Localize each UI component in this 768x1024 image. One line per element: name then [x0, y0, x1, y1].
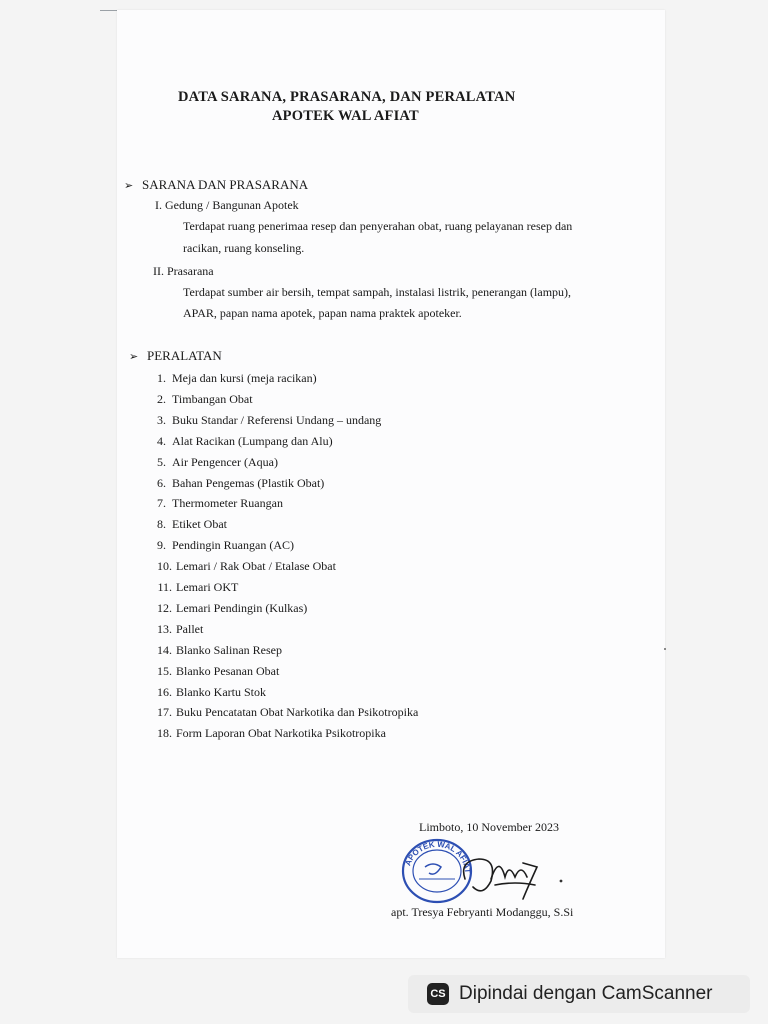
stamp-lettering: APOTEK WAL AFIAT	[403, 839, 473, 874]
equipment-list-item	[150, 476, 324, 491]
equipment-item-number: 6.	[157, 476, 166, 490]
equipment-item-text: Blanko Salinan Resep	[176, 643, 282, 657]
prasarana-line-2: APAR, papan nama apotek, papan nama praktek apoteker.	[183, 306, 462, 320]
equipment-list-item	[150, 434, 333, 449]
equipment-item-text: Etiket Obat	[172, 517, 227, 531]
equipment-item-number: 1.	[157, 371, 166, 385]
equipment-item-text: Blanko Pesanan Obat	[176, 664, 280, 678]
equipment-item-number: 17.	[157, 705, 172, 719]
equipment-list-item	[152, 559, 336, 574]
equipment-item-number: 10.	[157, 559, 172, 573]
equipment-list-item	[150, 496, 283, 511]
equipment-list-item	[150, 538, 294, 553]
equipment-item-text: Pallet	[176, 622, 204, 636]
equipment-item-number: 7.	[157, 496, 166, 510]
equipment-list-item	[152, 580, 238, 595]
gedung-line-2: racikan, ruang konseling.	[183, 241, 305, 255]
stamp-and-signature	[395, 833, 595, 913]
arrow-bullet-icon: ➢	[124, 180, 134, 192]
signature-place-date: Limboto, 10 November 2023	[419, 820, 559, 834]
equipment-list-item	[150, 517, 227, 532]
section-peralatan-heading	[129, 348, 222, 364]
equipment-item-number: 8.	[157, 517, 166, 531]
gedung-line-1: Terdapat ruang penerimaa resep dan penyerahan obat, ruang pelayanan resep dan	[183, 219, 573, 233]
equipment-item-number: 12.	[157, 601, 172, 615]
equipment-item-number: 2.	[157, 392, 166, 406]
arrow-bullet-icon: ➢	[129, 351, 139, 363]
equipment-list-item	[152, 601, 307, 616]
equipment-item-number: 9.	[157, 538, 166, 552]
equipment-list-item	[152, 622, 203, 637]
equipment-item-number: 5.	[157, 455, 166, 469]
signature-name: apt. Tresya Febryanti Modanggu, S.Si	[391, 905, 574, 919]
equipment-item-number: 15.	[157, 664, 172, 678]
handwritten-signature-icon	[464, 859, 537, 899]
equipment-item-text: Lemari OKT	[176, 580, 239, 594]
equipment-item-number: 14.	[157, 643, 172, 657]
prasarana-line-1: Terdapat sumber air bersih, tempat sampah, instalasi listrik, penerangan (lampu),	[183, 285, 572, 299]
equipment-item-text: Thermometer Ruangan	[172, 496, 283, 510]
equipment-list-item	[152, 705, 418, 720]
equipment-item-number: 3.	[157, 413, 166, 427]
equipment-item-text: Meja dan kursi (meja racikan)	[172, 371, 317, 385]
equipment-item-number: 4.	[157, 434, 166, 448]
equipment-item-text: Buku Pencatatan Obat Narkotika dan Psikotropika	[176, 705, 419, 719]
section-sarana-heading	[124, 177, 308, 193]
equipment-list-item	[150, 413, 381, 428]
equipment-item-text: Air Pengencer (Aqua)	[172, 455, 278, 469]
equipment-list-item	[150, 371, 317, 386]
equipment-list-item	[152, 685, 266, 700]
section-peralatan-heading-text: PERALATAN	[147, 348, 222, 363]
equipment-list-item	[150, 392, 253, 407]
document-subtitle: APOTEK WAL AFIAT	[272, 108, 419, 124]
equipment-item-text: Buku Standar / Referensi Undang – undang	[172, 413, 382, 427]
document-title: DATA SARANA, PRASARANA, DAN PERALATAN	[178, 89, 516, 105]
equipment-list-item	[152, 664, 279, 679]
equipment-item-text: Blanko Kartu Stok	[176, 685, 266, 699]
equipment-item-text: Form Laporan Obat Narkotika Psikotropika	[176, 726, 386, 740]
equipment-item-number: 18.	[157, 726, 172, 740]
section-sarana-heading-text: SARANA DAN PRASARANA	[142, 177, 309, 192]
equipment-list-item	[152, 726, 386, 741]
equipment-item-text: Lemari Pendingin (Kulkas)	[176, 601, 308, 615]
equipment-item-text: Pendingin Ruangan (AC)	[172, 538, 294, 552]
equipment-item-number: 16.	[157, 685, 172, 699]
subsection-prasarana-label: II. Prasarana	[153, 264, 214, 278]
camscanner-logo-icon: CS	[427, 983, 449, 1005]
equipment-item-text: Alat Racikan (Lumpang dan Alu)	[172, 434, 333, 448]
speck	[664, 648, 666, 650]
equipment-list-item	[150, 455, 278, 470]
camscanner-text: Dipindai dengan CamScanner	[459, 983, 713, 1004]
camscanner-watermark	[408, 975, 750, 1013]
equipment-item-text: Timbangan Obat	[172, 392, 253, 406]
equipment-item-number: 11.	[157, 580, 172, 594]
equipment-item-text: Lemari / Rak Obat / Etalase Obat	[176, 559, 336, 573]
subsection-gedung-label: I. Gedung / Bangunan Apotek	[155, 198, 299, 212]
equipment-item-text: Bahan Pengemas (Plastik Obat)	[172, 476, 325, 490]
equipment-list-item	[152, 643, 282, 658]
equipment-item-number: 13.	[157, 622, 172, 636]
